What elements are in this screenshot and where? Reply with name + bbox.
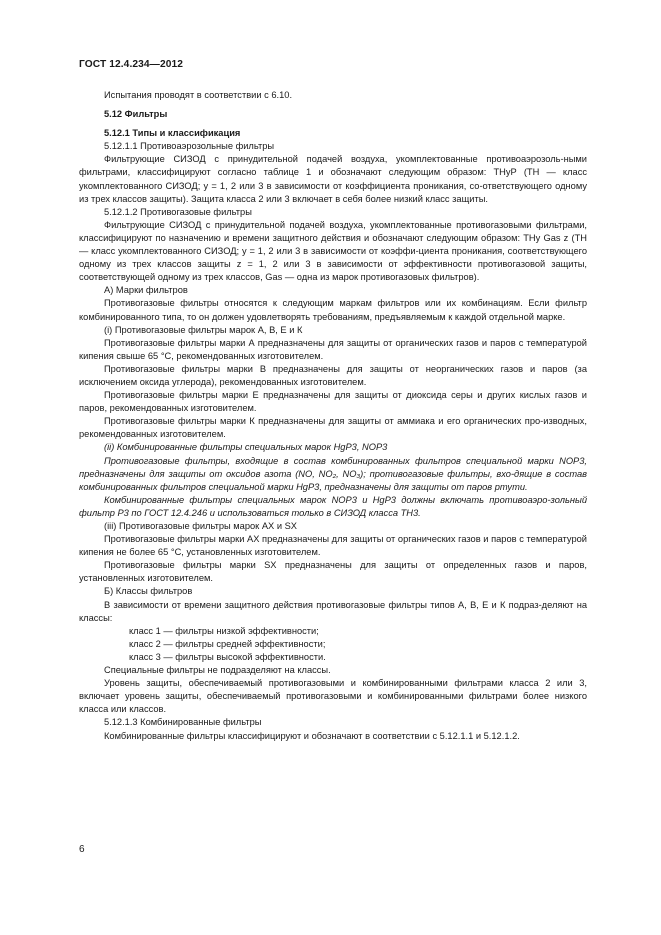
paragraph: Комбинированные фильтры специальных марок NOP3 и HgP3 должны включать противоаэро-зольный фильтр Р3 по ГОСТ 12.4.246 и использоваться только в СИЗОД класса ТН3. <box>79 494 587 518</box>
paragraph: 5.12.1.3 Комбинированные фильтры <box>104 717 262 728</box>
paragraph: класс 2 — фильтры средней эффективности; <box>129 638 326 649</box>
paragraph: Противогазовые фильтры марки Е предназначены для защиты от диоксида серы и других кислых газов и паров, рекомендованных изготовителем. <box>79 390 587 414</box>
paragraph: 5.12 Фильтры <box>104 109 168 120</box>
paragraph: Противогазовые фильтры марки АХ предназначены для защиты от органических газов и паров с температурой кипения не более 65 °С, установленных изготовителем. <box>79 534 587 558</box>
paragraph: Специальные фильтры не подразделяют на классы. <box>104 665 331 676</box>
paragraph: 5.12.1.1 Противоаэрозольные фильтры <box>104 141 275 152</box>
paragraph: (i) Противогазовые фильтры марок А, В, Е и К <box>104 324 303 335</box>
paragraph: Уровень защиты, обеспечиваемый противогазовыми и комбинированными фильтрами класса 2 или 3, включает уровень защиты, обеспечиваемый противогазовыми и комбинированными фильтрами более низкого класса или классов. <box>79 678 587 715</box>
paragraph: Испытания проводят в соответствии с 6.10. <box>104 90 293 100</box>
paragraph: класс 3 — фильтры высокой эффективности. <box>129 651 326 662</box>
paragraph: Противогазовые фильтры марки А предназначены для защиты от органических газов и паров с температурой кипения свыше 65 °С, рекомендованных изготовителем. <box>79 337 587 361</box>
paragraph: Противогазовые фильтры марки В предназначены для защиты от неорганических газов и паров (за исключением оксида углерода), рекомендованных изготовителем. <box>79 363 587 387</box>
paragraph: Фильтрующие СИЗОД с принудительной подачей воздуха, укомплектованные противоаэрозоль-ными фильтрами, классифицируют согласно таблице 1 и обозначают следующим образом: ТНуР (ТН — класс укомплектованного СИЗОД; у = 1, 2 или 3 в зависимости от коэффициента проникания, со-ответствующего одному из трех классов защиты). Защита класса 2 или 3 включает в себя более низкий класс защиты. <box>79 154 587 204</box>
paragraph: (iii) Противогазовые фильтры марок АХ и SX <box>104 521 297 531</box>
document-body <box>79 89 587 743</box>
paragraph: Противогазовые фильтры относятся к следующим маркам фильтров или их комбинациям. Если фильтр комбинированного типа, то он должен удовлетворять требованиям, предъявляемым к каждой отдельной марке. <box>79 298 587 322</box>
paragraph: Противогазовые фильтры, входящие в состав комбинированных фильтров специальной марки NOP3, предназначены для защиты от оксидов азота (NO, NO₂, NO₃); противогазовые фильтры, вхо-дящие в состав комбинированных фильтров специальной марки HgP3, предназначены для защиты от паров ртути. <box>79 455 587 492</box>
document-header: ГОСТ 12.4.234—2012 <box>79 59 184 70</box>
paragraph: (ii) Комбинированные фильтры специальных марок HgP3, NOP3 <box>104 442 388 453</box>
paragraph: Противогазовые фильтры марки К предназначены для защиты от аммиака и его органических про-изводных, рекомендованных изготовителем. <box>79 416 587 440</box>
paragraph: Б) Классы фильтров <box>104 586 193 597</box>
paragraph: Комбинированные фильтры классифицируют и обозначают в соответствии с 5.12.1.1 и 5.12.1.2. <box>104 730 520 741</box>
paragraph: Фильтрующие СИЗОД с принудительной подачей воздуха, укомплектованные противогазовыми фильтрами, классифицируют по назначению и времени защитного действия и обозначают следующим образом: ТНу Gas z (ТН — класс укомплектованного СИЗОД; у = 1, 2 или 3 в зависимости от коэффи-циента проникания, соответствующего одному из трех классов защиты z = 1, 2 или 3 в зависимости от эффективности противогазовой защиты, соответствующей одному из трех классов, Gas — одна из марок противогазовых фильтров). <box>79 219 587 283</box>
paragraph: 5.12.1 Типы и классификация <box>104 128 241 139</box>
paragraph: класс 1 — фильтры низкой эффективности; <box>129 625 319 636</box>
paragraph: А) Марки фильтров <box>104 285 188 296</box>
paragraph: В зависимости от времени защитного действия противогазовые фильтры типов А, В, Е и К подраз-деляют на классы: <box>79 599 587 623</box>
paragraph: Противогазовые фильтры марки SX предназначены для защиты от определенных газов и паров, установленных изготовителем. <box>79 560 587 584</box>
page-number: 6 <box>79 844 85 855</box>
paragraph: 5.12.1.2 Противогазовые фильтры <box>104 206 252 217</box>
